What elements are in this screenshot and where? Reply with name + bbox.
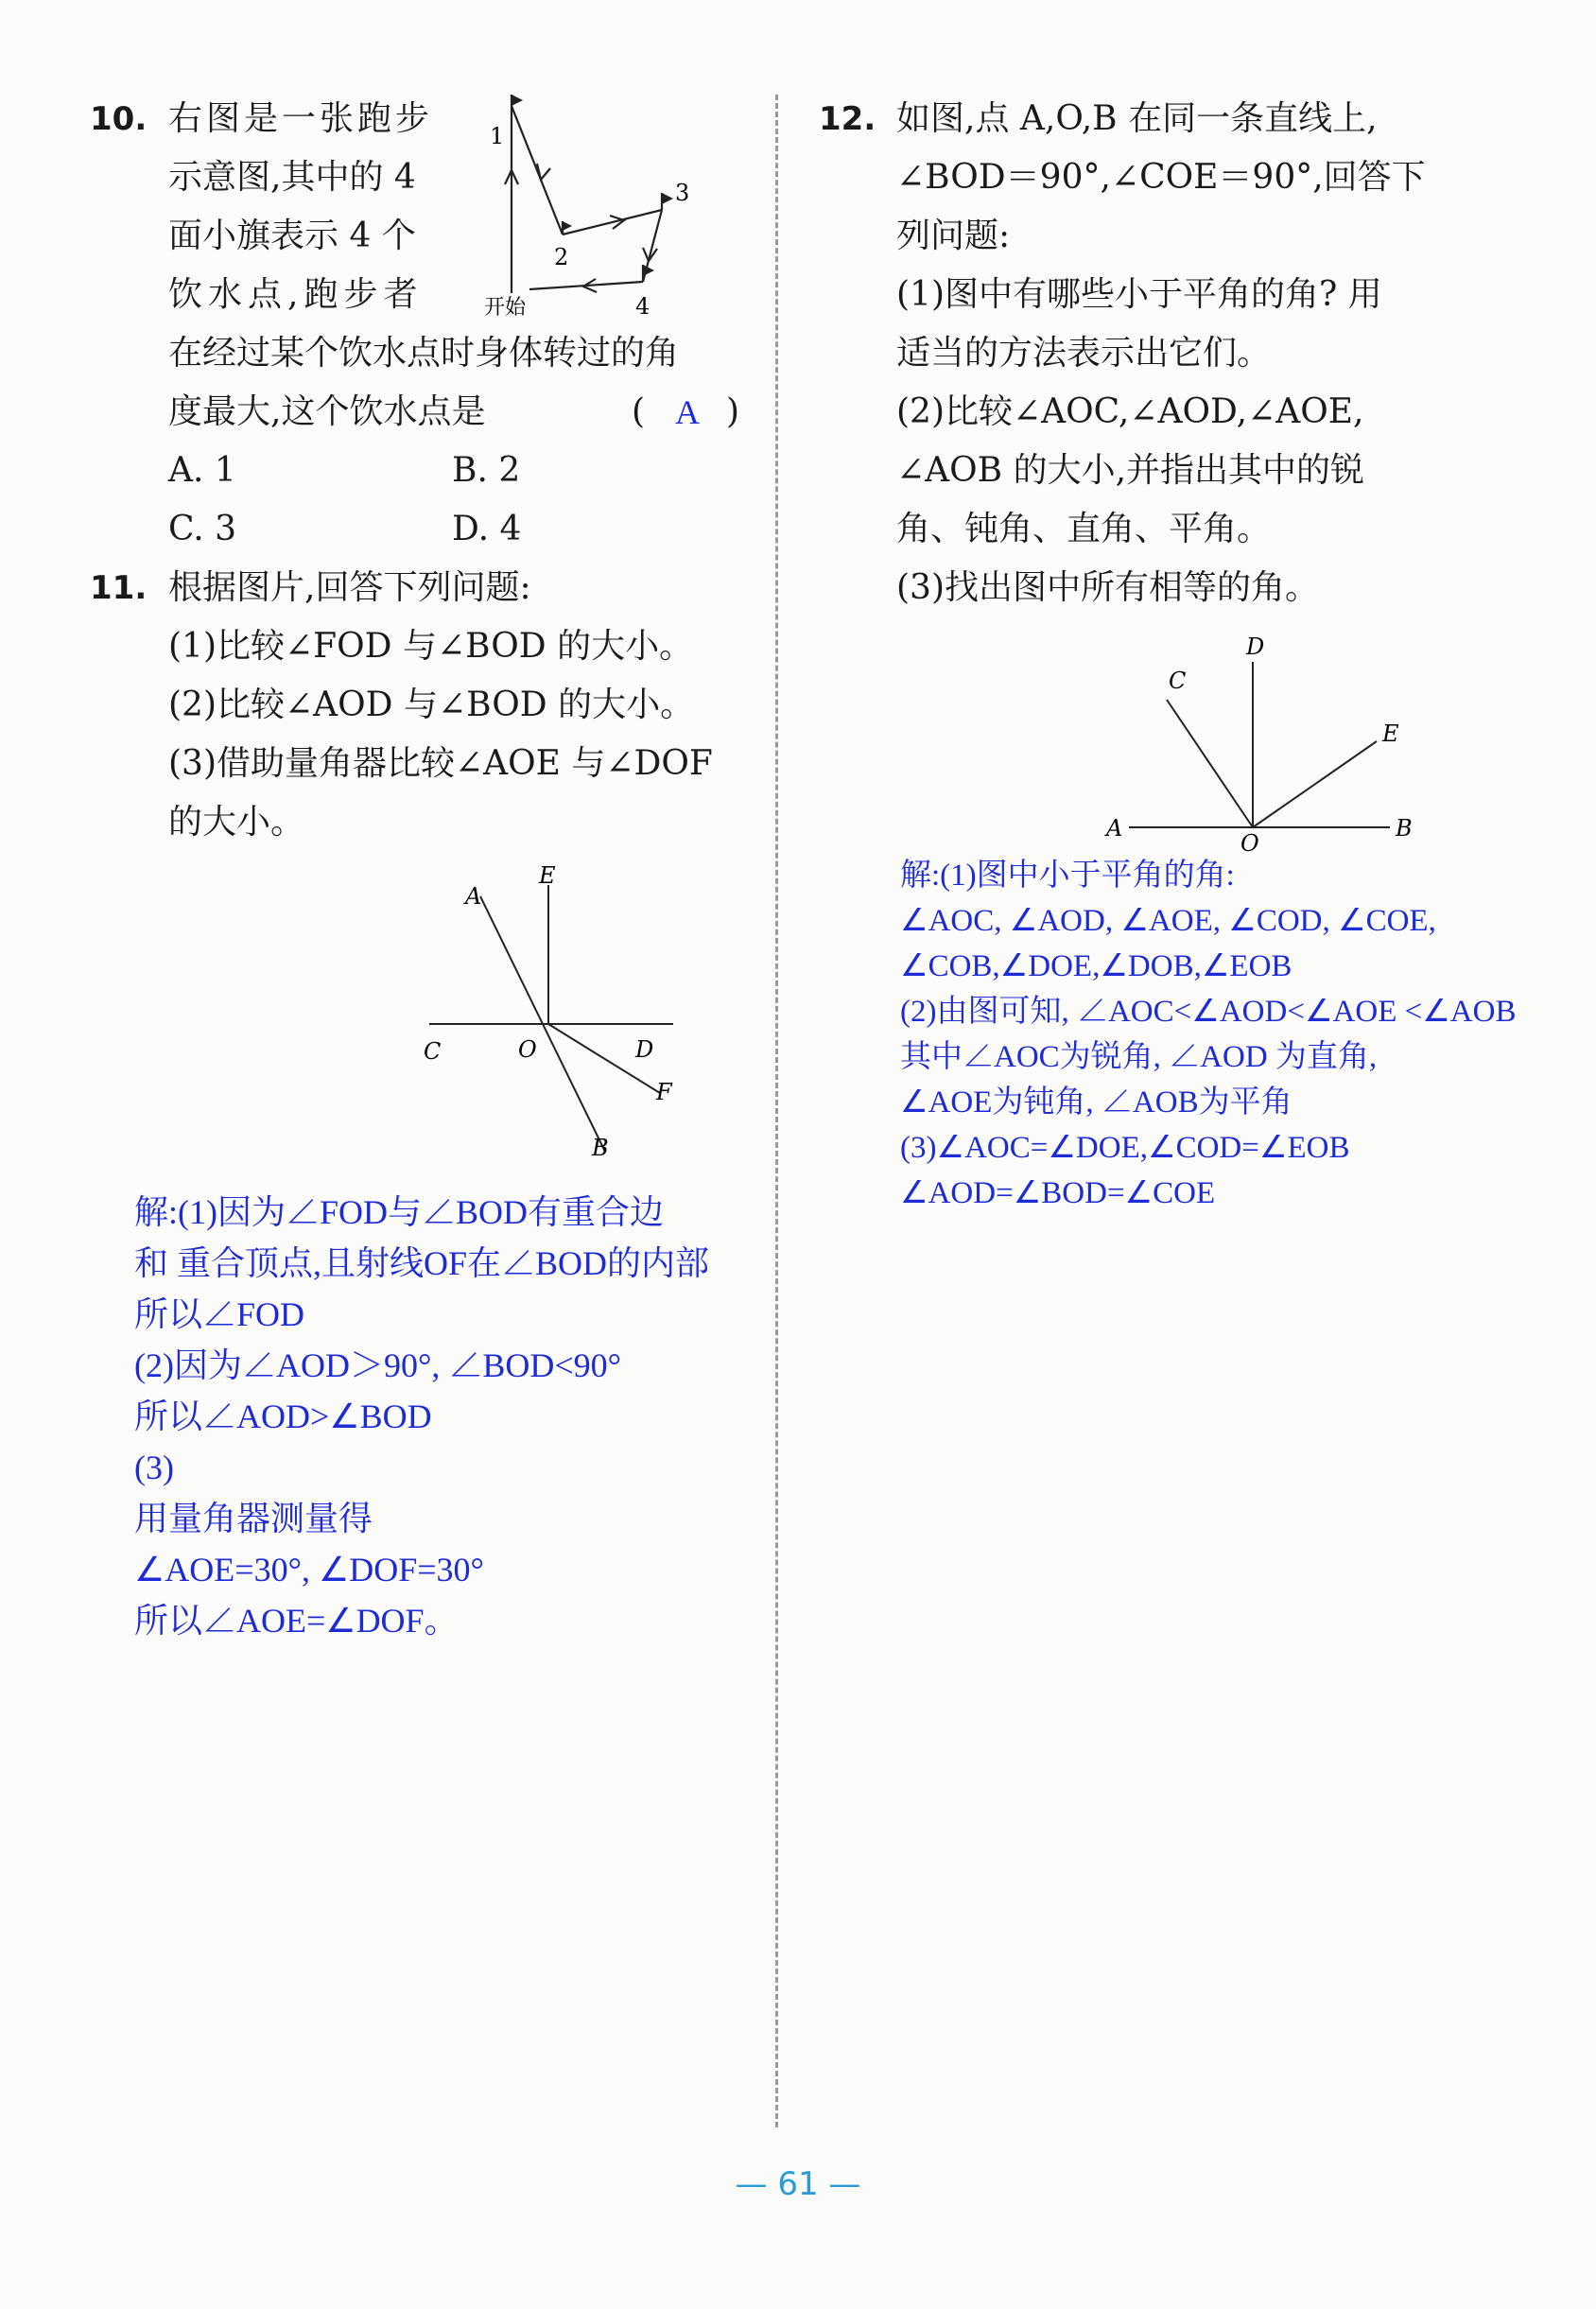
point-label-e: E bbox=[539, 862, 556, 889]
point-label-e: E bbox=[1382, 720, 1399, 747]
q12-answer-line-2: ∠AOC, ∠AOD, ∠AOE, ∠COD, ∠COE, bbox=[900, 904, 1436, 938]
flag-label-1: 1 bbox=[490, 123, 505, 149]
q10-bracket-open: ( bbox=[632, 392, 646, 431]
point-label-d: D bbox=[1246, 634, 1265, 660]
point-label-c: C bbox=[1169, 668, 1187, 694]
q12-line-6: (2)比较∠AOC,∠AOD,∠AOE, bbox=[896, 392, 1364, 431]
flag-label-2: 2 bbox=[554, 244, 569, 270]
q12-line-9: (3)找出图中所有相等的角。 bbox=[896, 568, 1319, 607]
q10-option-c: C. 3 bbox=[168, 510, 237, 548]
q11-answer-line-9: 所以∠AOE=∠DOF。 bbox=[134, 1602, 459, 1640]
q12-answer-line-3: ∠COB,∠DOE,∠DOB,∠EOB bbox=[900, 949, 1292, 983]
point-label-a: A bbox=[1106, 815, 1123, 842]
q12-line-2: ∠BOD＝90°,∠COE＝90°,回答下 bbox=[896, 158, 1426, 197]
q10-line-5: 在经过某个饮水点时身体转过的角 bbox=[168, 334, 680, 373]
q10-line-1: 右图是一张跑步 bbox=[168, 99, 434, 138]
q10-line-4: 饮水点,跑步者 bbox=[168, 275, 424, 314]
running-route-figure bbox=[473, 95, 719, 331]
q10-line-3: 面小旗表示 4 个 bbox=[168, 217, 416, 255]
point-label-o: O bbox=[518, 1036, 537, 1063]
q11-answer-line-1: 解:(1)因为∠FOD与∠BOD有重合边 bbox=[134, 1193, 665, 1231]
q12-line-7: ∠AOB 的大小,并指出其中的锐 bbox=[896, 451, 1365, 490]
q12-answer-line-1: 解:(1)图中小于平角的角: bbox=[900, 859, 1235, 893]
q12-answer-line-4: (2)由图可知, ∠AOC<∠AOD<∠AOE <∠AOB bbox=[900, 995, 1517, 1029]
start-label: 开始 bbox=[484, 296, 527, 320]
q10-line-6: 度最大,这个饮水点是 bbox=[168, 392, 486, 431]
q12-line-1: 如图,点 A,O,B 在同一条直线上, bbox=[896, 99, 1378, 138]
question-11-number: 11. bbox=[90, 569, 147, 607]
q12-answer-line-5: 其中∠AOC为锐角, ∠AOD 为直角, bbox=[900, 1040, 1378, 1074]
question-12-number: 12. bbox=[819, 100, 876, 138]
q12-answer-line-8: ∠AOD=∠BOD=∠COE bbox=[900, 1176, 1216, 1210]
point-label-b: B bbox=[592, 1135, 609, 1161]
q11-answer-line-3: 所以∠FOD bbox=[134, 1295, 305, 1333]
q10-option-a: A. 1 bbox=[168, 451, 236, 490]
question-10-number: 10. bbox=[90, 100, 147, 138]
point-label-o: O bbox=[1240, 830, 1259, 857]
column-divider bbox=[775, 95, 778, 2127]
angle-figure-q12 bbox=[1087, 624, 1447, 860]
point-label-f: F bbox=[656, 1079, 672, 1105]
q12-answer-line-7: (3)∠AOC=∠DOE,∠COD=∠EOB bbox=[900, 1131, 1350, 1165]
q11-line-1: 根据图片,回答下列问题: bbox=[168, 568, 531, 607]
q11-answer-line-4: (2)因为∠AOD＞90°, ∠BOD<90° bbox=[134, 1346, 622, 1384]
q11-line-3: (2)比较∠AOD 与∠BOD 的大小。 bbox=[168, 686, 695, 724]
q12-line-3: 列问题: bbox=[896, 217, 1011, 255]
q11-answer-line-2: 和 重合顶点,且射线OF在∠BOD的内部 bbox=[134, 1244, 710, 1282]
flag-label-3: 3 bbox=[675, 180, 690, 206]
q12-line-8: 角、钝角、直角、平角。 bbox=[896, 510, 1272, 548]
q11-line-4: (3)借助量角器比较∠AOE 与∠DOF bbox=[168, 744, 713, 783]
point-label-c: C bbox=[424, 1038, 442, 1065]
q12-line-4: (1)图中有哪些小于平角的角? 用 bbox=[896, 275, 1382, 314]
q10-line-2: 示意图,其中的 4 bbox=[168, 158, 416, 197]
q11-line-2: (1)比较∠FOD 与∠BOD 的大小。 bbox=[168, 627, 694, 666]
q11-answer-line-7: 用量角器测量得 bbox=[134, 1500, 373, 1537]
q11-answer-line-5: 所以∠AOD>∠BOD bbox=[134, 1398, 432, 1435]
angle-figure-q11 bbox=[416, 851, 700, 1182]
point-label-d: D bbox=[635, 1036, 654, 1063]
q10-answer: A bbox=[675, 393, 700, 431]
point-label-b: B bbox=[1396, 815, 1413, 842]
flag-label-4: 4 bbox=[635, 293, 651, 320]
q11-line-5: 的大小。 bbox=[168, 803, 305, 842]
page-number: — 61 — bbox=[735, 2165, 861, 2203]
point-label-a: A bbox=[465, 883, 482, 910]
q12-line-5: 适当的方法表示出它们。 bbox=[896, 334, 1272, 373]
q11-answer-line-8: ∠AOE=30°, ∠DOF=30° bbox=[134, 1551, 484, 1589]
q11-answer-line-6: (3) bbox=[134, 1449, 174, 1486]
q10-option-b: B. 2 bbox=[452, 451, 521, 490]
q12-answer-line-6: ∠AOE为钝角, ∠AOB为平角 bbox=[900, 1085, 1292, 1120]
q10-option-d: D. 4 bbox=[452, 510, 522, 548]
q10-bracket-close: ) bbox=[726, 392, 740, 431]
